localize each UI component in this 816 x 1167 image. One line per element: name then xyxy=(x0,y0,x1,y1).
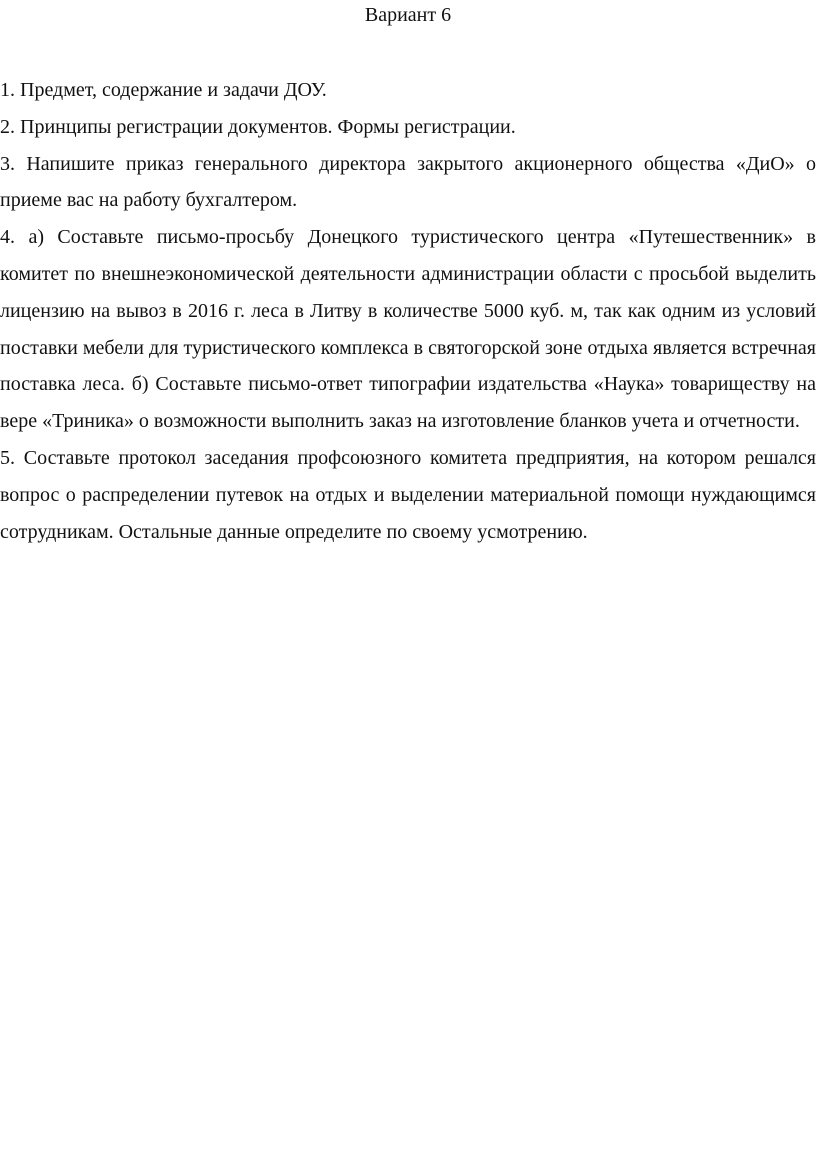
task-item-4: 4. а) Составьте письмо-просьбу Донецкого туристического центра «Путешественник» в комитет по внешнеэкономической деятельности администрации области с просьбой выделить лицензию на вывоз в 2016 г. леса в Литву в количестве 5000 куб. м, так как одним из условий поставки мебели для туристического комплекса в святогорской зоне отдыха является встречная поставка леса. б) Составьте письмо-ответ типографии издательства «Наука» товариществу на вере «Триника» о возможности выполнить заказ на изготовление бланков учета и отчетности. xyxy=(0,226,816,433)
task-item-2: 2. Принципы регистрации документов. Формы регистрации. xyxy=(0,115,516,138)
document-body xyxy=(0,72,816,550)
task-item-5: 5. Составьте протокол заседания профсоюзного комитета предприятия, на котором решался вопрос о распределении путевок на отдых и выделении материальной помощи нуждающимся сотрудникам. Остальные данные определите по своему усмотрению. xyxy=(0,446,816,543)
page-title: Вариант 6 xyxy=(364,4,452,26)
task-item-1: 1. Предмет, содержание и задачи ДОУ. xyxy=(0,79,327,101)
task-item-3: 3. Напишите приказ генерального директора закрытого акционерного общества «ДиО» о приеме вас на работу бухгалтером. xyxy=(0,152,816,212)
